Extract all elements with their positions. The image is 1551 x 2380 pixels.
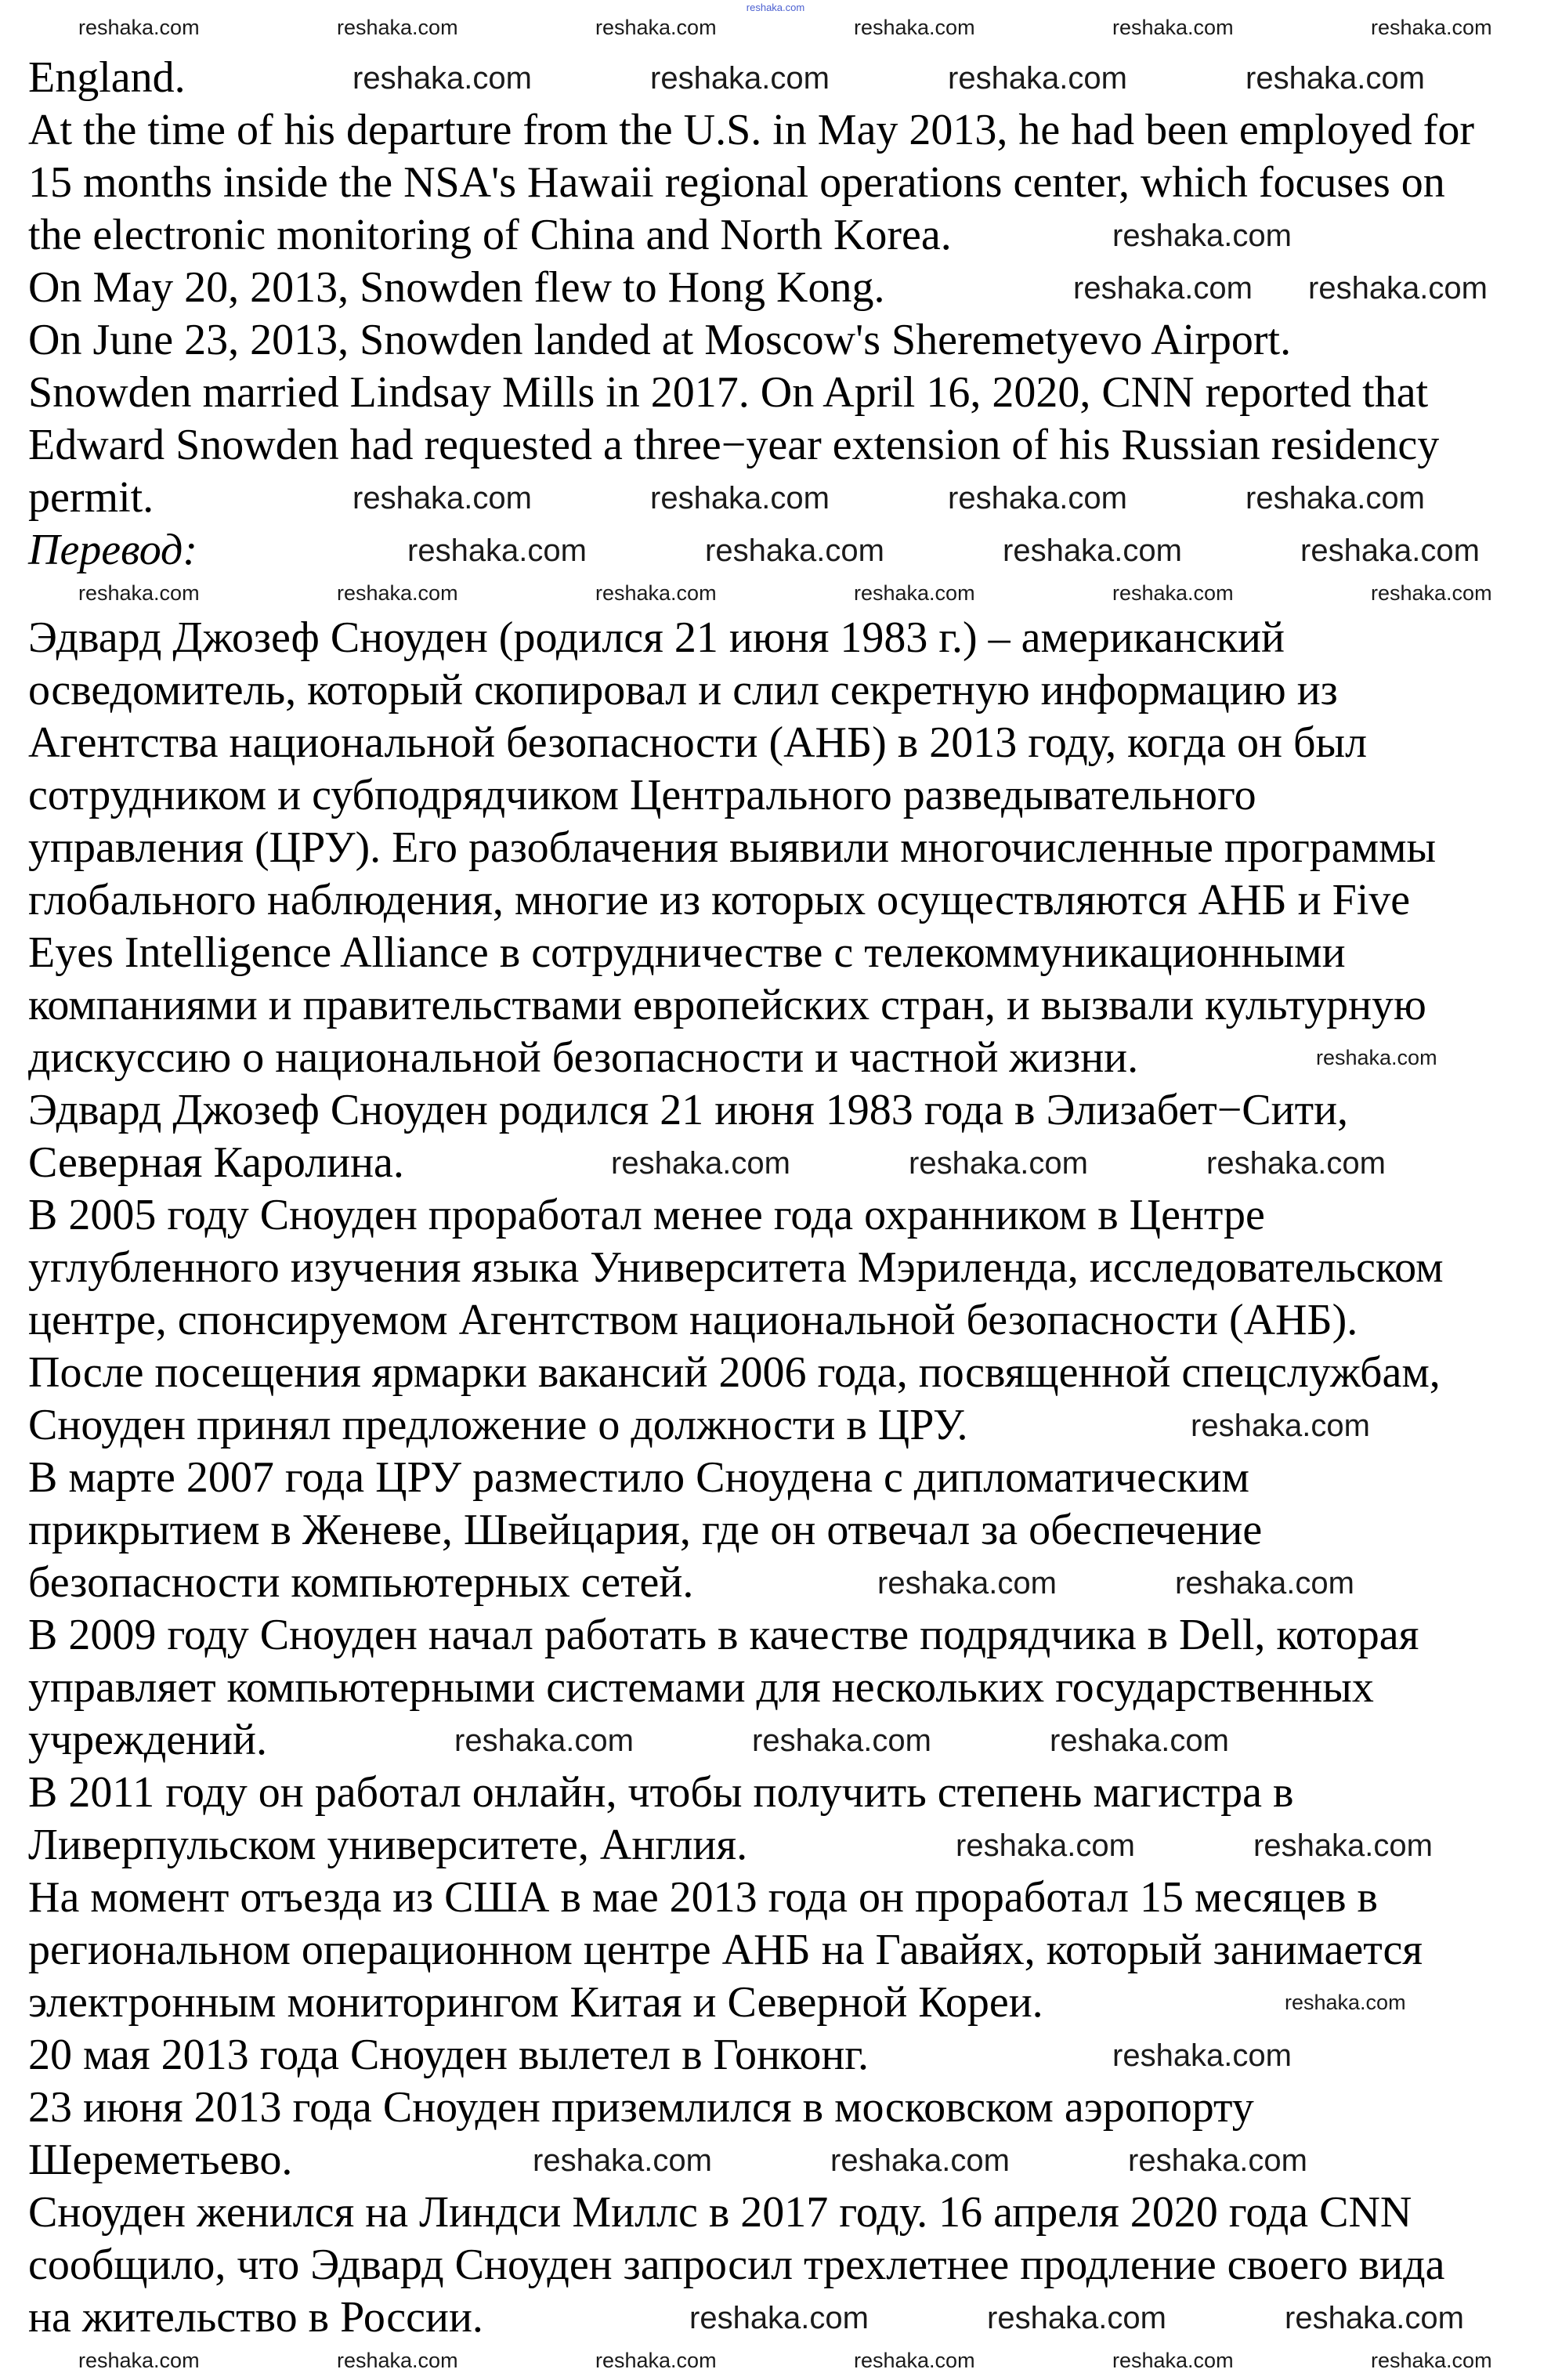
text-line: Snowden married Lindsay Mills in 2017. On April 16, 2020, CNN reported that xyxy=(28,368,1429,417)
watermark: reshaka.com xyxy=(650,61,830,96)
text-line: At the time of his departure from the U.S. in May 2013, he had been employed for xyxy=(28,106,1474,154)
watermark: reshaka.com xyxy=(78,16,200,39)
text-line: 20 мая 2013 года Сноуден вылетел в Гонконг. xyxy=(28,2031,869,2079)
watermark: reshaka.com xyxy=(650,481,830,515)
watermark: reshaka.com xyxy=(909,1146,1088,1181)
watermark: reshaka.com xyxy=(1371,16,1492,39)
watermark: reshaka.com xyxy=(1191,1409,1370,1443)
text-line: центре, спонсируемом Агентством национальной безопасности (АНБ). xyxy=(28,1296,1358,1344)
watermark: reshaka.com xyxy=(956,1828,1135,1863)
watermark: reshaka.com xyxy=(78,581,200,605)
text-line: дискуссию о национальной безопасности и частной жизни. xyxy=(28,1033,1139,1082)
watermark: reshaka.com xyxy=(877,1566,1057,1601)
text-line: безопасности компьютерных сетей. xyxy=(28,1558,694,1607)
text-line: глобального наблюдения, многие из которых осуществляются АНБ и Five xyxy=(28,876,1411,924)
watermark: reshaka.com xyxy=(1112,2038,1292,2073)
watermark: reshaka.com xyxy=(854,2349,975,2372)
watermark: reshaka.com xyxy=(948,61,1127,96)
watermark: reshaka.com xyxy=(1371,581,1492,605)
watermark: reshaka.com xyxy=(1246,61,1425,96)
watermark: reshaka.com xyxy=(337,2349,458,2372)
text-line: управляет компьютерными системами для нескольких государственных xyxy=(28,1663,1374,1712)
watermark: reshaka.com xyxy=(352,481,532,515)
text-line: углубленного изучения языка Университета Мэриленда, исследовательском xyxy=(28,1243,1444,1292)
text-line: permit. xyxy=(28,473,154,522)
watermark: reshaka.com xyxy=(1206,1146,1386,1181)
watermark: reshaka.com xyxy=(1285,2301,1464,2335)
watermark: reshaka.com xyxy=(454,1724,634,1758)
text-line: В 2011 году он работал онлайн, чтобы получить степень магистра в xyxy=(28,1768,1294,1817)
text-line: Сноуден женился на Линдси Миллс в 2017 году. 16 апреля 2020 года CNN xyxy=(28,2188,1412,2237)
text-line: На момент отъезда из США в мае 2013 года он проработал 15 месяцев в xyxy=(28,1873,1378,1922)
watermark: reshaka.com xyxy=(1112,219,1292,253)
text-line: Агентства национальной безопасности (АНБ) в 2013 году, когда он был xyxy=(28,718,1368,767)
text-line: Эдвард Джозеф Сноуден (родился 21 июня 1983 г.) – американский xyxy=(28,613,1285,662)
text-line: On June 23, 2013, Snowden landed at Moscow's Sheremetyevo Airport. xyxy=(28,316,1292,364)
text-line: Эдвард Джозеф Сноуден родился 21 июня 1983 года в Элизабет−Сити, xyxy=(28,1086,1349,1134)
watermark: reshaka.com xyxy=(1112,581,1234,605)
watermark: reshaka.com xyxy=(1050,1724,1229,1758)
text-line: В марте 2007 года ЦРУ разместило Сноудена с дипломатическим xyxy=(28,1453,1249,1502)
watermark: reshaka.com xyxy=(689,2301,869,2335)
watermark: reshaka.com xyxy=(337,581,458,605)
text-line: England. xyxy=(28,53,186,102)
watermark: reshaka.com xyxy=(1112,2349,1234,2372)
watermark: reshaka.com xyxy=(1128,2143,1307,2178)
text-line: на жительство в России. xyxy=(28,2293,483,2342)
russian-translation xyxy=(28,612,1474,2344)
watermark: reshaka.com xyxy=(1371,2349,1492,2372)
watermark: reshaka.com xyxy=(595,581,717,605)
text-line: компаниями и правительствами европейских стран, и вызвали культурную xyxy=(28,981,1426,1029)
text-line: Ливерпульском университете, Англия. xyxy=(28,1821,748,1869)
watermark: reshaka.com xyxy=(595,2349,717,2372)
translation-heading: Перевод: xyxy=(28,526,197,574)
text-line: On May 20, 2013, Snowden flew to Hong Kong. xyxy=(28,263,885,312)
watermark: reshaka.com xyxy=(533,2143,712,2178)
watermark: reshaka.com xyxy=(78,2349,200,2372)
watermark: reshaka.com xyxy=(1285,1991,1406,2014)
watermark: reshaka.com xyxy=(752,1724,931,1758)
watermark: reshaka.com xyxy=(1246,481,1425,515)
text-line: 15 months inside the NSA's Hawaii regional operations center, which focuses on xyxy=(28,158,1445,207)
watermark: reshaka.com xyxy=(705,534,884,568)
text-line: сообщило, что Эдвард Сноуден запросил трехлетнее продление своего вида xyxy=(28,2241,1445,2289)
watermark: reshaka.com xyxy=(1308,271,1488,306)
text-line: 23 июня 2013 года Сноуден приземлился в московском аэропорту xyxy=(28,2083,1254,2132)
text-line: прикрытием в Женеве, Швейцария, где он отвечал за обеспечение xyxy=(28,1506,1263,1554)
watermark: reshaka.com xyxy=(1175,1566,1354,1601)
text-line: После посещения ярмарки вакансий 2006 года, посвященной спецслужбам, xyxy=(28,1348,1441,1397)
watermark: reshaka.com xyxy=(611,1146,790,1181)
text-line: Eyes Intelligence Alliance в сотрудничестве с телекоммуникационными xyxy=(28,928,1346,977)
text-line: региональном операционном центре АНБ на Гавайях, который занимается xyxy=(28,1926,1423,1974)
watermark: reshaka.com xyxy=(830,2143,1010,2178)
text-line: учреждений. xyxy=(28,1716,267,1764)
watermark: reshaka.com xyxy=(948,481,1127,515)
watermark: reshaka.com xyxy=(352,61,532,96)
text-line: Сноуден принял предложение о должности в ЦРУ. xyxy=(28,1401,968,1449)
text-line: В 2009 году Сноуден начал работать в качестве подрядчика в Dell, которая xyxy=(28,1611,1419,1659)
text-line: Северная Каролина. xyxy=(28,1138,404,1187)
text-line: сотрудником и субподрядчиком Центрального разведывательного xyxy=(28,771,1256,819)
text-line: Шереметьево. xyxy=(28,2136,293,2184)
watermark: reshaka.com xyxy=(1003,534,1182,568)
text-line: the electronic monitoring of China and North Korea. xyxy=(28,211,952,259)
watermark: reshaka.com xyxy=(337,16,458,39)
text-line: Edward Snowden had requested a three−year extension of his Russian residency xyxy=(28,421,1440,469)
text-line: электронным мониторингом Китая и Северной Кореи. xyxy=(28,1978,1043,2027)
watermark: reshaka.com xyxy=(854,581,975,605)
document-body xyxy=(28,52,1474,2344)
watermark: reshaka.com xyxy=(1253,1828,1433,1863)
english-text xyxy=(28,52,1474,524)
watermark: reshaka.com xyxy=(1316,1046,1437,1069)
text-line: управления (ЦРУ). Его разоблачения выявили многочисленные программы xyxy=(28,823,1437,872)
text-line: осведомитель, который скопировал и слил секретную информацию из xyxy=(28,666,1338,714)
watermark: reshaka.com xyxy=(1112,16,1234,39)
watermark: reshaka.com xyxy=(595,16,717,39)
watermark: reshaka.com xyxy=(854,16,975,39)
header-watermark: reshaka.com xyxy=(746,2,805,13)
watermark: reshaka.com xyxy=(407,534,587,568)
text-line: В 2005 году Сноуден проработал менее года охранником в Центре xyxy=(28,1191,1265,1239)
watermark: reshaka.com xyxy=(1073,271,1253,306)
watermark: reshaka.com xyxy=(987,2301,1166,2335)
watermark: reshaka.com xyxy=(1300,534,1480,568)
